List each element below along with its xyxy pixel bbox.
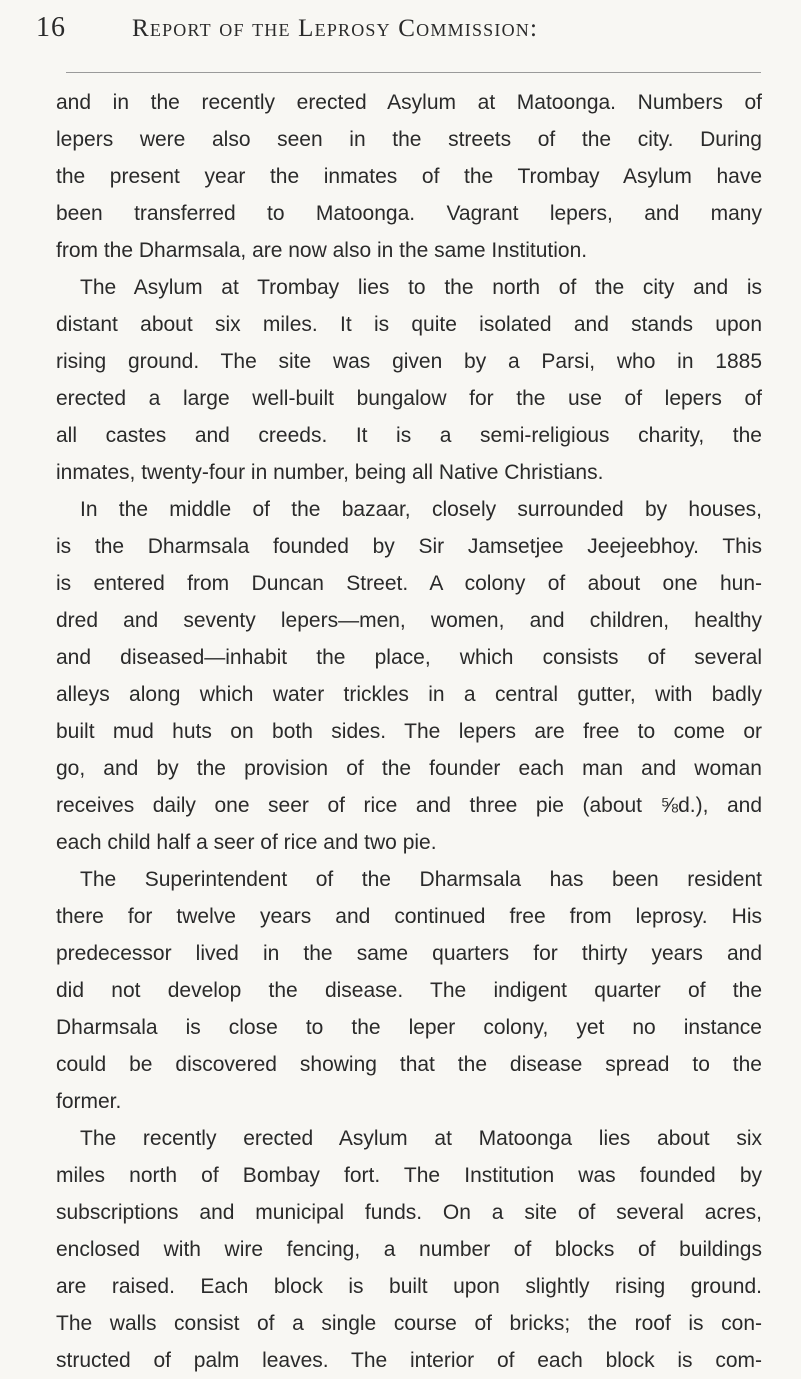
text-line: miles north of Bombay fort. The Institution was founded by <box>56 1164 762 1187</box>
text-line: is entered from Duncan Street. A colony of about one hun- <box>56 572 762 595</box>
text-line: inmates, twenty-four in number, being all Native Christians. <box>56 461 604 484</box>
text-line: did not develop the disease. The indigent quarter of the <box>56 979 762 1002</box>
text-line: In the middle of the bazaar, closely surrounded by houses, <box>80 498 762 521</box>
page-number: 16 <box>36 12 66 43</box>
text-line: could be discovered showing that the disease spread to the <box>56 1053 762 1076</box>
text-line: built mud huts on both sides. The lepers are free to come or <box>56 720 762 743</box>
text-line: The Asylum at Trombay lies to the north of the city and is <box>80 276 762 299</box>
page-header <box>36 12 765 52</box>
text-line: structed of palm leaves. The interior of each block is com- <box>56 1349 762 1372</box>
text-line: and in the recently erected Asylum at Matoonga. Numbers of <box>56 91 762 114</box>
text-line: and diseased—inhabit the place, which consists of several <box>56 646 762 669</box>
text-line: enclosed with wire fencing, a number of blocks of buildings <box>56 1238 762 1261</box>
text-line: erected a large well-built bungalow for the use of lepers of <box>56 387 762 410</box>
text-line: lepers were also seen in the streets of the city. During <box>56 128 762 151</box>
text-line: The Superintendent of the Dharmsala has been resident <box>80 868 762 891</box>
text-line: been transferred to Matoonga. Vagrant lepers, and many <box>56 202 762 225</box>
text-line: each child half a seer of rice and two pie. <box>56 831 437 854</box>
text-line: The walls consist of a single course of bricks; the roof is con- <box>56 1312 762 1335</box>
text-line: are raised. Each block is built upon slightly rising ground. <box>56 1275 762 1298</box>
text-line: the present year the inmates of the Trombay Asylum have <box>56 165 762 188</box>
text-line: dred and seventy lepers—men, women, and children, healthy <box>56 609 762 632</box>
text-line: subscriptions and municipal funds. On a site of several acres, <box>56 1201 762 1224</box>
text-line: all castes and creeds. It is a semi-religious charity, the <box>56 424 762 447</box>
body-text <box>56 84 762 1379</box>
text-line: there for twelve years and continued free from leprosy. His <box>56 905 762 928</box>
text-line: former. <box>56 1090 122 1113</box>
running-head: Report of the Leprosy Commission: <box>132 15 539 42</box>
header-rule <box>66 72 761 73</box>
text-line: from the Dharmsala, are now also in the same Institution. <box>56 239 588 262</box>
text-line: receives daily one seer of rice and three pie (about ⅝d.), and <box>56 794 762 817</box>
text-line: The recently erected Asylum at Matoonga lies about six <box>80 1127 762 1150</box>
text-line: distant about six miles. It is quite isolated and stands upon <box>56 313 762 336</box>
text-line: rising ground. The site was given by a Parsi, who in 1885 <box>56 350 762 373</box>
text-line: alleys along which water trickles in a central gutter, with badly <box>56 683 762 706</box>
text-line: is the Dharmsala founded by Sir Jamsetjee Jeejeebhoy. This <box>56 535 762 558</box>
text-line: Dharmsala is close to the leper colony, yet no instance <box>56 1016 762 1039</box>
text-line: predecessor lived in the same quarters for thirty years and <box>56 942 762 965</box>
text-line: go, and by the provision of the founder each man and woman <box>56 757 762 780</box>
